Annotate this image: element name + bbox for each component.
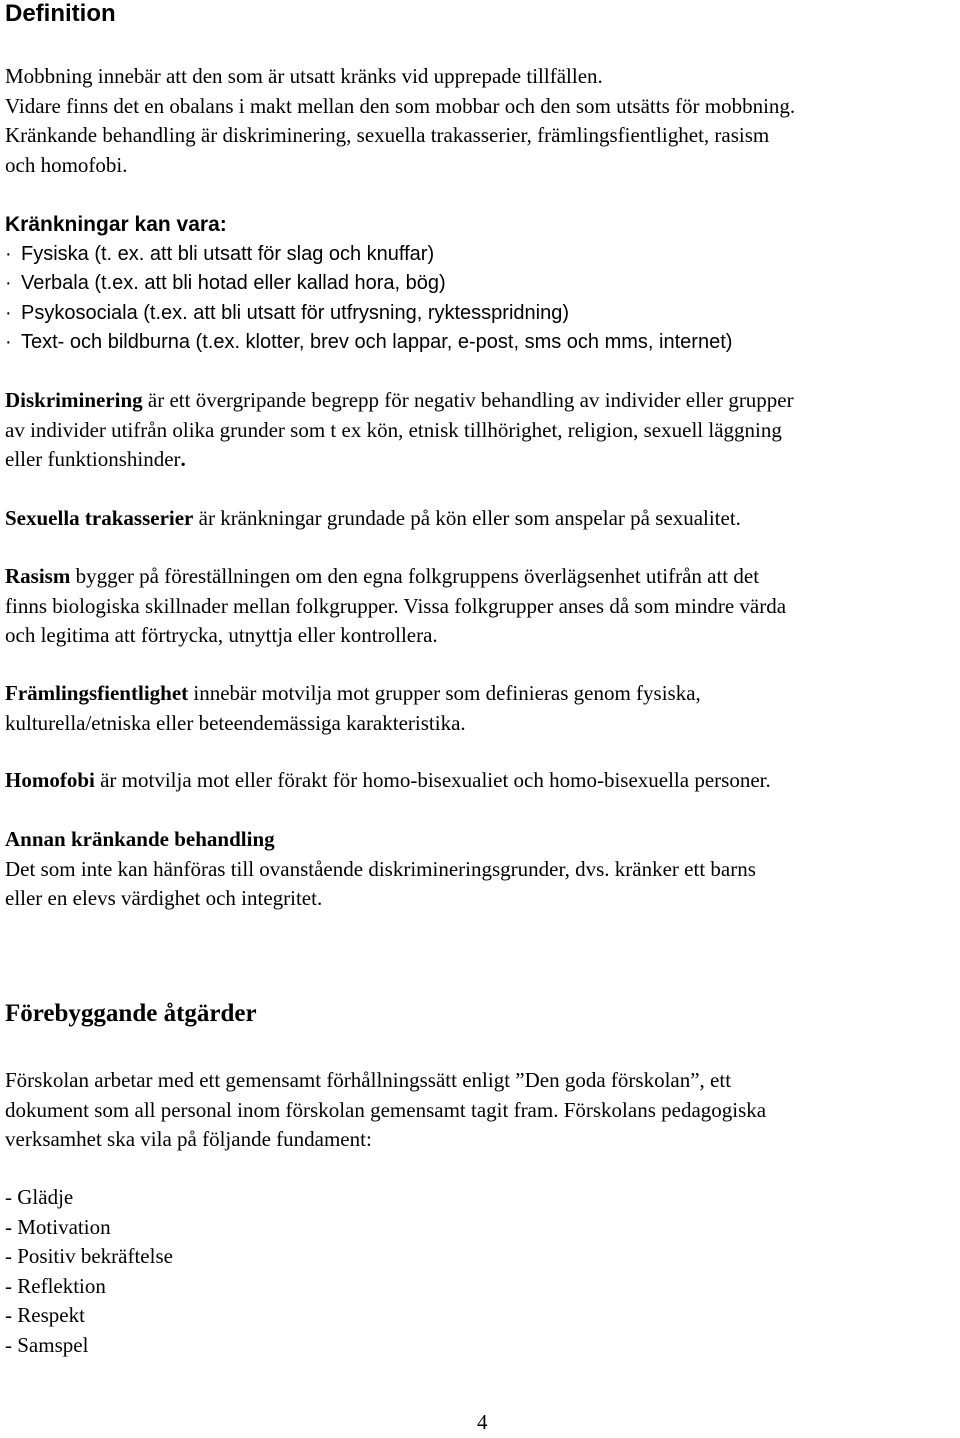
other-offense-paragraph: Annan kränkande behandling Det som inte kan hänföras till ovanstående diskrimineringsgrunder, dvs. kränker ett barns eller en elevs värdighet och integritet.	[5, 825, 955, 914]
bullet-dot-icon: ·	[5, 301, 12, 324]
bullet-dot-icon: ·	[5, 331, 12, 353]
list-item: · Psykosociala (t.ex. att bli utsatt för utfrysning, ryktesspridning)	[5, 299, 955, 329]
discrimination-term: Diskriminering	[5, 388, 143, 412]
homophobia-term: Homofobi	[5, 768, 95, 792]
racism-term: Rasism	[5, 564, 71, 588]
harassment-term: Sexuella trakasserier	[5, 506, 194, 530]
list-item: · Verbala (t.ex. att bli hotad eller kallad hora, bög)	[5, 269, 955, 299]
definition-heading: Definition	[5, 0, 116, 27]
intro-line: Kränkande behandling är diskriminering, sexuella trakasserier, främlingsfientlighet, rasism	[5, 123, 770, 147]
prevention-heading: Förebyggande åtgärder	[5, 1000, 257, 1027]
offenses-section	[5, 210, 955, 358]
offenses-heading: Kränkningar kan vara:	[5, 213, 227, 236]
list-item: - Positiv bekräftelse	[5, 1244, 173, 1268]
list-item: - Samspel	[5, 1332, 89, 1357]
intro-line: Vidare finns det en obalans i makt mellan den som mobbar och den som utsätts för mobbning.	[5, 93, 796, 118]
list-item: · Fysiska (t. ex. att bli utsatt för slag och knuffar)	[5, 240, 955, 270]
intro-line: Mobbning innebär att den som är utsatt kränks vid upprepade tillfällen.	[5, 64, 603, 88]
other-offense-heading: Annan kränkande behandling	[5, 827, 275, 851]
fundaments-list	[5, 1183, 955, 1360]
harassment-paragraph: Sexuella trakasserier är kränkningar grundade på kön eller som anspelar på sexualitet.	[5, 506, 741, 530]
offenses-list	[5, 240, 955, 358]
bullet-dot-icon: ·	[5, 242, 12, 265]
list-item: · Text- och bildburna (t.ex. klotter, brev och lappar, e-post, sms och mms, internet)	[5, 328, 955, 358]
list-item: - Motivation	[5, 1214, 111, 1239]
list-item: - Reflektion	[5, 1273, 106, 1298]
intro-line: och homofobi.	[5, 152, 128, 177]
list-item: - Respekt	[5, 1303, 85, 1327]
discrimination-paragraph: Diskriminering är ett övergripande begrepp för negativ behandling av individer eller grupper av individer utifrån olika grunder som t ex kön, etnisk tillhörighet, religion, sexuell läggning eller funktionshinder.	[5, 388, 794, 471]
definition-intro	[5, 62, 955, 180]
prevention-text: Förskolan arbetar med ett gemensamt förhållningssätt enligt ”Den goda förskolan”, ett dokument som all personal inom förskolan gemensamt tagit fram. Förskolans pedagogiska verksamhet ska vila på följande fundament:	[5, 1068, 767, 1151]
xenophobia-term: Främlingsfientlighet	[5, 681, 189, 705]
homophobia-paragraph: Homofobi är motvilja mot eller förakt för homo-bisexualiet och homo-bisexuella personer.	[5, 768, 771, 792]
bullet-dot-icon: ·	[5, 272, 12, 294]
fundaments-section	[5, 1183, 955, 1360]
xenophobia-paragraph: Främlingsfientlighet innebär motvilja mot grupper som definieras genom fysiska, kulturella/etniska eller beteendemässiga karakteristika.	[5, 681, 701, 735]
list-item: - Glädje	[5, 1185, 74, 1209]
racism-paragraph: Rasism bygger på föreställningen om den egna folkgruppens överlägsenhet utifrån att det finns biologiska skillnader mellan folkgrupper. Vissa folkgrupper anses då som mindre värda och legitima att förtrycka, utnyttja eller kontrollera.	[5, 564, 787, 647]
page-number: 4	[477, 1410, 488, 1434]
